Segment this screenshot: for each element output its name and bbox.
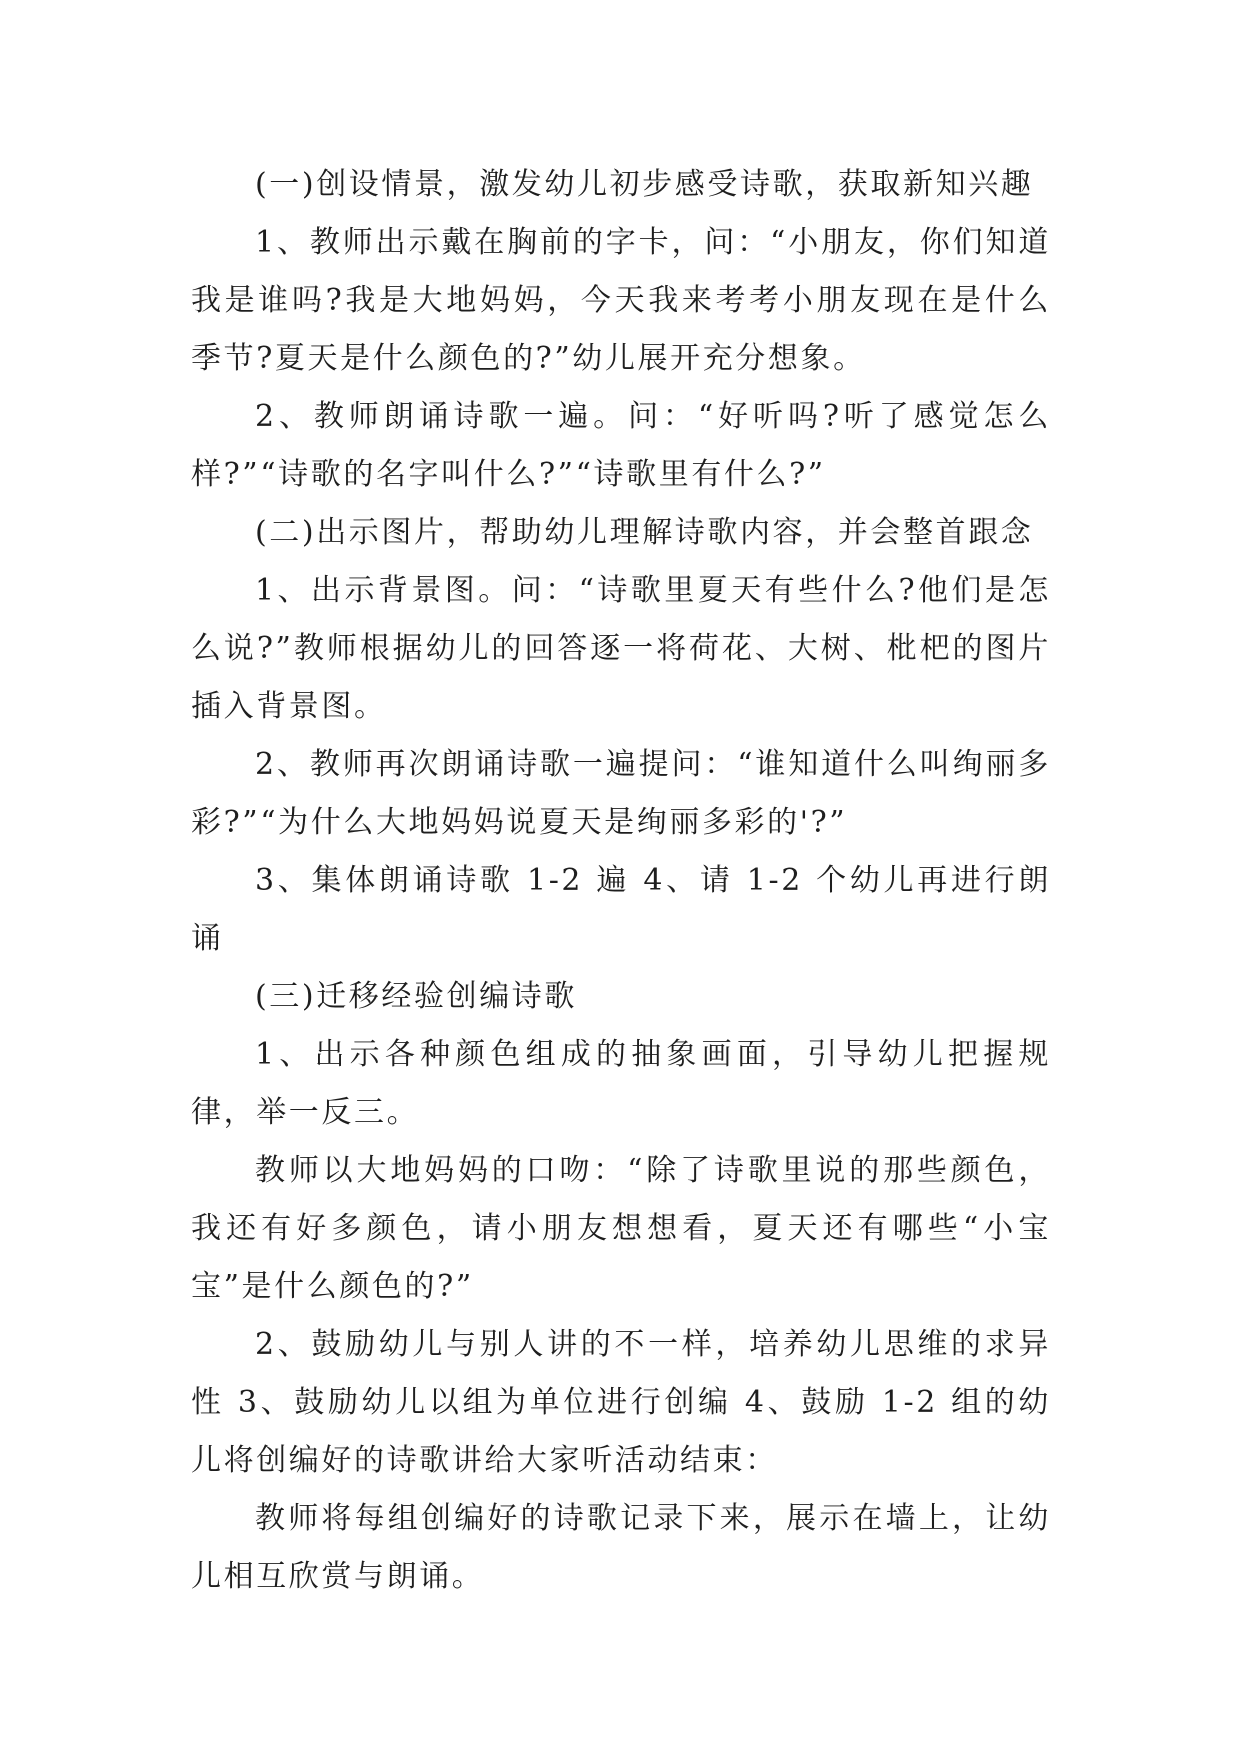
paragraph-step-2: 2、教师朗诵诗歌一遍。问：“好听吗?听了感觉怎么样?”“诗歌的名字叫什么?”“诗歌里有什么?”	[191, 399, 1051, 492]
paragraph-step-3: 3、集体朗诵诗歌 1-2 遍 4、请 1-2 个幼儿再进行朗诵	[191, 863, 1051, 956]
section-heading-two: (二)出示图片，帮助幼儿理解诗歌内容，并会整首跟念	[255, 515, 1034, 550]
paragraph-step-1: 1、出示各种颜色组成的抽象画面，引导幼儿把握规律，举一反三。	[191, 1037, 1051, 1130]
section-heading-one: (一)创设情景，激发幼儿初步感受诗歌，获取新知兴趣	[255, 167, 1034, 202]
paragraph-closing: 教师将每组创编好的诗歌记录下来，展示在墙上，让幼儿相互欣赏与朗诵。	[191, 1501, 1051, 1594]
section-heading-three: (三)迁移经验创编诗歌	[255, 979, 578, 1014]
paragraph-teacher-prompt: 教师以大地妈妈的口吻：“除了诗歌里说的那些颜色，我还有好多颜色，请小朋友想想看，夏天还有哪些“小宝宝”是什么颜色的?”	[191, 1153, 1051, 1304]
paragraph-step-2: 2、鼓励幼儿与别人讲的不一样，培养幼儿思维的求异性 3、鼓励幼儿以组为单位进行创编 4、鼓励 1-2 组的幼儿将创编好的诗歌讲给大家听活动结束：	[191, 1327, 1051, 1478]
document-body	[191, 156, 1051, 1606]
paragraph-step-1: 1、教师出示戴在胸前的字卡，问：“小朋友，你们知道我是谁吗?我是大地妈妈，今天我来考考小朋友现在是什么季节?夏天是什么颜色的?”幼儿展开充分想象。	[191, 225, 1051, 376]
paragraph-step-2: 2、教师再次朗诵诗歌一遍提问：“谁知道什么叫绚丽多彩?”“为什么大地妈妈说夏天是绚丽多彩的'?”	[191, 747, 1051, 840]
paragraph-step-1: 1、出示背景图。问：“诗歌里夏天有些什么?他们是怎么说?”教师根据幼儿的回答逐一将荷花、大树、枇杷的图片插入背景图。	[191, 573, 1051, 724]
